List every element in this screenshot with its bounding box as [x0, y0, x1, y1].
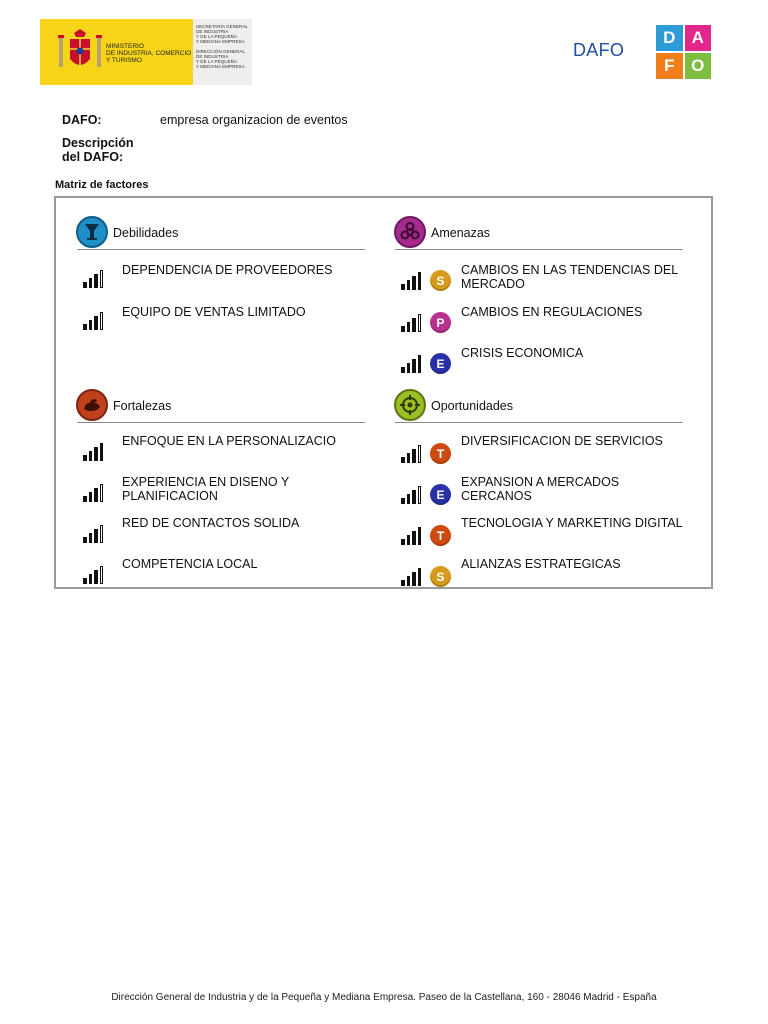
badge-t-icon: T [430, 443, 451, 464]
list-item [77, 476, 365, 516]
footer-address: Dirección General de Industria y de la Pequeña y Mediana Empresa. Paseo de la Castellana, 160 - 28046 Madrid - España [111, 992, 657, 1003]
importance-bars-icon [401, 353, 427, 373]
list-item [395, 434, 683, 477]
item-text: COMPETENCIA LOCAL [122, 557, 258, 571]
list-item [395, 557, 683, 600]
flexed-arm-icon [76, 389, 108, 421]
list-item [395, 347, 683, 387]
page-title: DAFO [573, 40, 625, 60]
chalice-icon [76, 216, 108, 248]
quadrant-oportunidades [395, 389, 683, 584]
item-text: EQUIPO DE VENTAS LIMITADO [122, 305, 306, 319]
coat-of-arms-icon [55, 27, 105, 77]
list-item [77, 262, 365, 302]
ministry-line: MINISTERIO [106, 43, 144, 50]
importance-bars-icon [83, 441, 109, 461]
matrix-section-title: Matriz de factores [55, 179, 149, 191]
importance-bars-icon [83, 310, 109, 330]
item-text: RED DE CONTACTOS SOLIDA [122, 516, 300, 530]
importance-bars-icon [401, 566, 427, 586]
list-item [395, 475, 683, 518]
target-icon [394, 389, 426, 421]
importance-bars-icon [401, 525, 427, 545]
ministry-logo-yellow [40, 19, 193, 85]
importance-bars-icon [401, 270, 427, 290]
item-text: ALIANZAS ESTRATEGICAS [461, 557, 621, 571]
direccion-text: DIRECCIÓN GENERAL DE INDUSTRIA Y DE LA PEQUEÑA Y MEDIANA EMPRESA [196, 49, 246, 69]
list-item [77, 558, 365, 598]
list-item [77, 435, 365, 475]
biohazard-icon [394, 216, 426, 248]
dafo-logo-tile-f: F [656, 53, 683, 79]
secretaria-text: SECRETARÍA GENERAL DE INDUSTRIA Y DE LA PEQUEÑA Y MEDIANA EMPRESA [196, 24, 248, 44]
dafo-label: DAFO: [62, 113, 102, 127]
quadrant-header [77, 389, 365, 423]
badge-s-icon: S [430, 566, 451, 587]
dafo-logo-tile-o: O [685, 53, 712, 79]
badge-e-icon: E [430, 484, 451, 505]
dafo-logo-tile-a: A [685, 25, 712, 51]
list-item [77, 517, 365, 557]
item-text: EXPANSION A MERCADOS CERCANOS [461, 475, 620, 503]
quadrant-title: Amenazas [431, 226, 491, 240]
dafo-logo [656, 25, 711, 79]
badge-s-icon: S [430, 270, 451, 291]
item-text: CAMBIOS EN REGULACIONES [461, 305, 643, 319]
item-text: DIVERSIFICACION DE SERVICIOS [461, 434, 663, 448]
dafo-value: empresa organizacion de eventos [160, 113, 348, 127]
list-item [77, 304, 365, 344]
quadrant-header [77, 216, 365, 250]
importance-bars-icon [401, 484, 427, 504]
list-item [395, 306, 683, 346]
importance-bars-icon [83, 523, 109, 543]
quadrant-amenazas [395, 216, 683, 371]
description-label: Descripción del DAFO: [62, 136, 134, 164]
item-text: EXPERIENCIA EN DISENO Y PLANIFICACION [122, 475, 289, 503]
quadrant-header [395, 216, 683, 250]
item-text: CRISIS ECONOMICA [461, 346, 584, 360]
quadrant-title: Oportunidades [431, 399, 514, 413]
quadrant-title: Fortalezas [113, 399, 172, 413]
badge-p-icon: P [430, 312, 451, 333]
factor-matrix [54, 196, 713, 589]
quadrant-fortalezas [77, 389, 365, 571]
secretaria-block [193, 19, 252, 85]
importance-bars-icon [83, 268, 109, 288]
importance-bars-icon [401, 443, 427, 463]
importance-bars-icon [83, 482, 109, 502]
item-text: CAMBIOS EN LAS TENDENCIAS DEL MERCADO [461, 263, 678, 291]
badge-t-icon: T [430, 525, 451, 546]
ministry-line: Y TURISMO [106, 57, 142, 64]
item-text: TECNOLOGIA Y MARKETING DIGITAL [461, 516, 683, 530]
quadrant-title: Debilidades [113, 226, 179, 240]
list-item [395, 264, 683, 304]
ministry-line: DE INDUSTRIA, COMERCIO [106, 50, 192, 57]
ministry-name [106, 43, 191, 64]
list-item [395, 516, 683, 559]
dafo-logo-tile-d: D [656, 25, 683, 51]
importance-bars-icon [401, 312, 427, 332]
importance-bars-icon [83, 564, 109, 584]
badge-e-icon: E [430, 353, 451, 374]
quadrant-debilidades [77, 216, 365, 319]
item-text: ENFOQUE EN LA PERSONALIZACIO [122, 434, 336, 448]
ministry-logo [40, 19, 252, 85]
quadrant-header [395, 389, 683, 423]
item-text: DEPENDENCIA DE PROVEEDORES [122, 263, 333, 277]
